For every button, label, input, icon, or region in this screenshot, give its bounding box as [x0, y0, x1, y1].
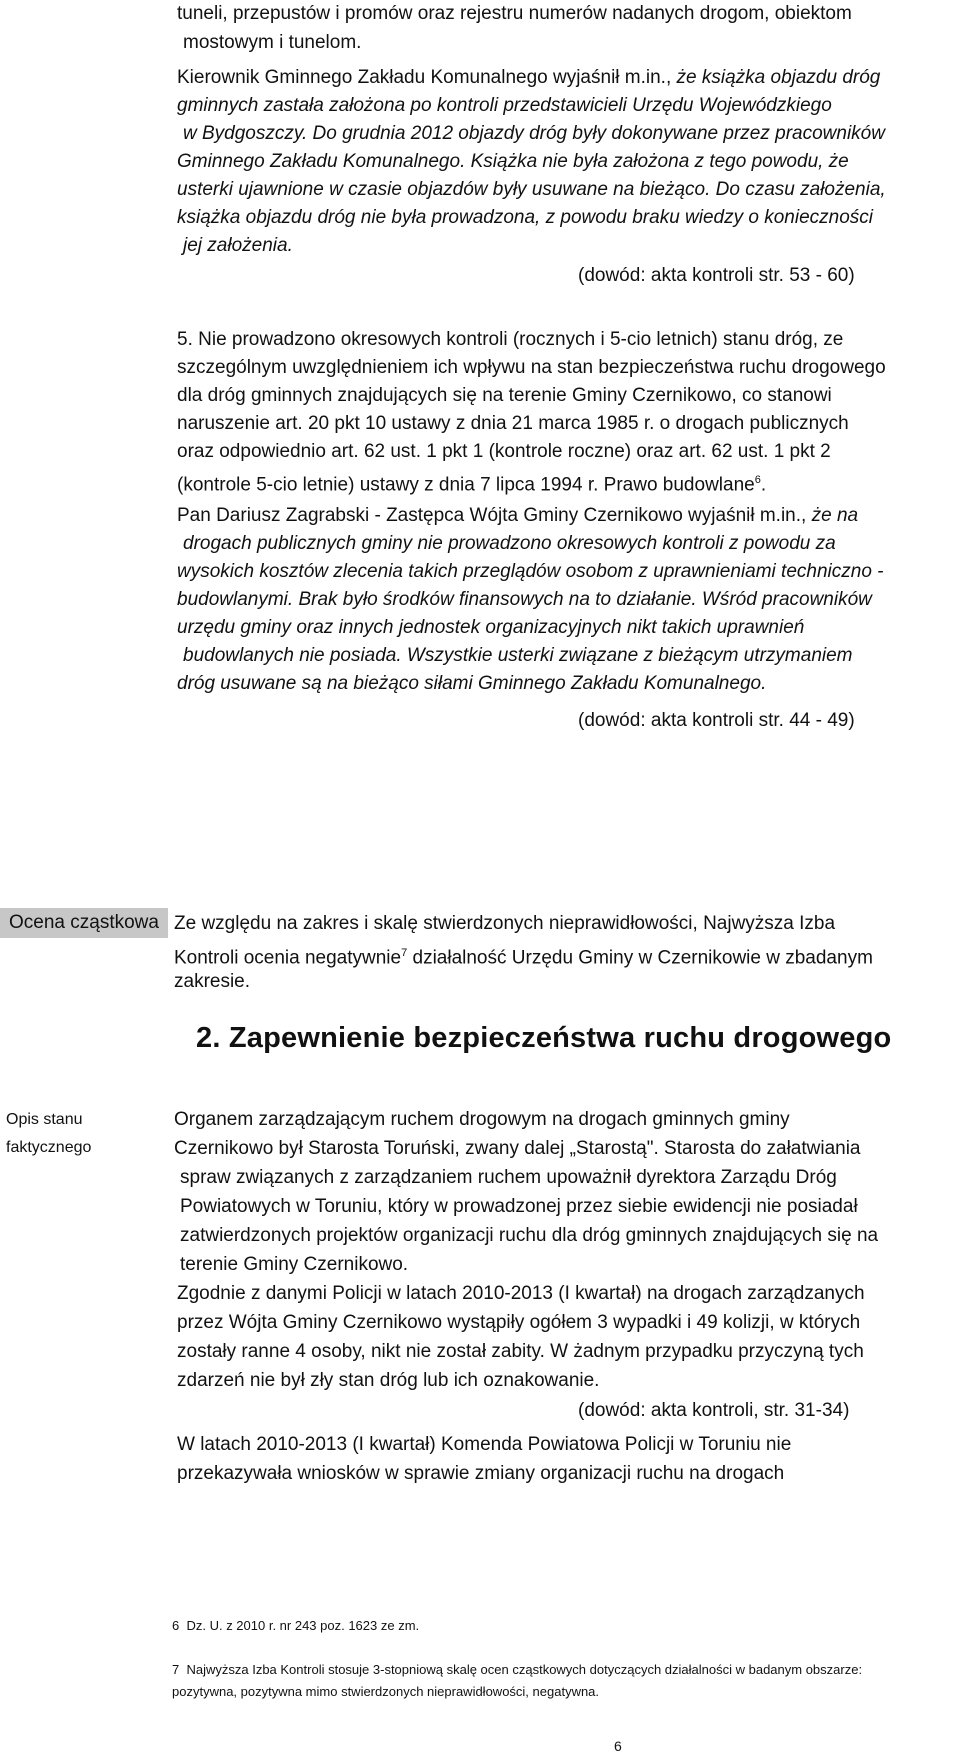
- ocena-line-2-start: Kontroli ocenia negatywnie: [174, 947, 402, 969]
- opis-line-1: Organem zarządzającym ruchem drogowym na drogach gminnych gminy: [174, 1109, 790, 1130]
- opis-line-11: W latach 2010-2013 (I kwartał) Komenda Powiatowa Policji w Toruniu nie: [177, 1434, 792, 1455]
- top-line-3-regular: Kierownik Gminnego Zakładu Komunalnego wyjaśnił m.in.,: [177, 67, 677, 88]
- top-line-9: jej założenia.: [183, 235, 293, 256]
- opis-label-2: faktycznego: [6, 1139, 92, 1156]
- top-line-5: w Bydgoszczy. Do grudnia 2012 objazdy dróg były dokonywane przez pracowników: [183, 123, 885, 144]
- top-line-3: [177, 66, 880, 90]
- p5-line-7-italic: że na: [811, 505, 859, 526]
- footnote-ref-7: 7: [401, 947, 408, 959]
- p5-line-4: naruszenie art. 20 pkt 10 ustawy z dnia 21 marca 1985 r. o drogach publicznych: [177, 413, 849, 434]
- p5-line-3: dla dróg gminnych znajdujących się na terenie Gminy Czernikowo, co stanowi: [177, 385, 832, 406]
- opis-line-2: Czernikowo był Starosta Toruński, zwany dalej „Starostą". Starosta do załatwiania: [174, 1138, 861, 1159]
- p5-line-1: 5. Nie prowadzono okresowych kontroli (rocznych i 5-cio letnich) stanu dróg, ze: [177, 329, 844, 350]
- footnote-ref-6: 6: [754, 474, 761, 486]
- opis-line-10: zdarzeń nie był zły stan dróg lub ich oznakowanie.: [177, 1370, 600, 1391]
- ocena-line-1: Ze względu na zakres i skalę stwierdzonych nieprawidłowości, Najwyższa Izba: [174, 913, 836, 934]
- opis-line-6: terenie Gminy Czernikowo.: [180, 1254, 409, 1275]
- ocena-line-3: zakresie.: [174, 971, 251, 992]
- ocena-line-2: [174, 941, 873, 970]
- p5-line-9: wysokich kosztów zlecenia takich przeglądów osobom z uprawnieniami techniczno -: [177, 561, 884, 582]
- top-line-4: gminnych zastała założona po kontroli przedstawicieli Urzędu Wojewódzkiego: [177, 95, 832, 116]
- p5-line-7: [177, 504, 858, 528]
- p5-line-10: budowlanymi. Brak było środków finansowych na to działanie. Wśród pracowników: [177, 589, 872, 610]
- p5-line-11: urzędu gminy oraz innych jednostek organizacyjnych nikt takich uprawnień: [177, 617, 805, 638]
- p5-line-7-regular: Pan Dariusz Zagrabski - Zastępca Wójta Gminy Czernikowo wyjaśnił m.in.,: [177, 505, 812, 526]
- footnote-6-number: 6: [172, 1618, 180, 1633]
- top-evidence: (dowód: akta kontroli str. 53 - 60): [578, 265, 855, 286]
- opis-line-12: przekazywała wniosków w sprawie zmiany organizacji ruchu na drogach: [177, 1463, 785, 1484]
- footnote-7-text-1: Najwyższa Izba Kontroli stosuje 3-stopniową skalę ocen cząstkowych dotyczących działalności w badanym obszarze:: [186, 1662, 863, 1677]
- section-2-heading: 2. Zapewnienie bezpieczeństwa ruchu drogowego: [196, 1022, 892, 1054]
- footnote-7-number: 7: [172, 1662, 180, 1677]
- opis-label-1: Opis stanu: [6, 1111, 83, 1128]
- opis-line-3: spraw związanych z zarządzaniem ruchem upoważnił dyrektora Zarządu Dróg: [180, 1167, 837, 1188]
- opis-line-8: przez Wójta Gminy Czernikowo wystąpiły ogółem 3 wypadki i 49 kolizji, w których: [177, 1312, 861, 1333]
- top-line-3-italic: że książka objazdu dróg: [676, 67, 881, 88]
- opis-line-7: Zgodnie z danymi Policji w latach 2010-2013 (I kwartał) na drogach zarządzanych: [177, 1283, 865, 1304]
- opis-line-9: zostały ranne 4 osoby, nikt nie został zabity. W żadnym przypadku przyczyną tych: [177, 1341, 864, 1362]
- p5-line-6-text: (kontrole 5-cio letnie) ustawy z dnia 7 lipca 1994 r. Prawo budowlane: [177, 474, 755, 496]
- top-line-1: tuneli, przepustów i promów oraz rejestru numerów nadanych drogom, obiektom: [177, 3, 852, 24]
- p5-line-12: budowlanych nie posiada. Wszystkie usterki związane z bieżącym utrzymaniem: [183, 645, 853, 666]
- p5-line-13: dróg usuwane są na bieżąco siłami Gminnego Zakładu Komunalnego.: [177, 673, 767, 694]
- opis-line-5: zatwierdzonych projektów organizacji ruchu dla dróg gminnych znajdujących się na: [180, 1225, 879, 1246]
- p5-line-2: szczególnym uwzględnieniem ich wpływu na stan bezpieczeństwa ruchu drogowego: [177, 357, 886, 378]
- p5-line-6-end: .: [760, 474, 767, 496]
- top-line-7: usterki ujawnione w czasie objazdów były usuwane na bieżąco. Do czasu założenia,: [177, 179, 886, 200]
- p5-evidence: (dowód: akta kontroli str. 44 - 49): [578, 710, 855, 731]
- footnote-7-line-2: pozytywna, pozytywna mimo stwierdzonych nieprawidłowości, negatywna.: [172, 1684, 600, 1699]
- p5-line-6: [177, 468, 766, 497]
- footnote-6: [172, 1618, 419, 1633]
- p5-line-5: oraz odpowiednio art. 62 ust. 1 pkt 1 (kontrole roczne) oraz art. 62 ust. 1 pkt 2: [177, 441, 831, 462]
- page-number: 6: [614, 1738, 622, 1754]
- footnote-7-line-1: [172, 1662, 862, 1677]
- ocena-line-2-end: działalność Urzędu Gminy w Czernikowie w zbadanym: [407, 947, 873, 969]
- top-line-8: książka objazdu dróg nie była prowadzona, z powodu braku wiedzy o konieczności: [177, 207, 874, 228]
- opis-evidence: (dowód: akta kontroli, str. 31-34): [578, 1400, 850, 1421]
- opis-line-4: Powiatowych w Toruniu, który w prowadzonej przez siebie ewidencji nie posiadał: [180, 1196, 858, 1217]
- footnote-6-text: Dz. U. z 2010 r. nr 243 poz. 1623 ze zm.: [186, 1618, 420, 1633]
- ocena-czastkowa-label: Ocena cząstkowa: [0, 908, 168, 938]
- top-line-6: Gminnego Zakładu Komunalnego. Książka nie była założona z tego powodu, że: [177, 151, 849, 172]
- top-line-2: mostowym i tunelom.: [183, 32, 362, 53]
- p5-line-8: drogach publicznych gminy nie prowadzono okresowych kontroli z powodu za: [183, 533, 836, 554]
